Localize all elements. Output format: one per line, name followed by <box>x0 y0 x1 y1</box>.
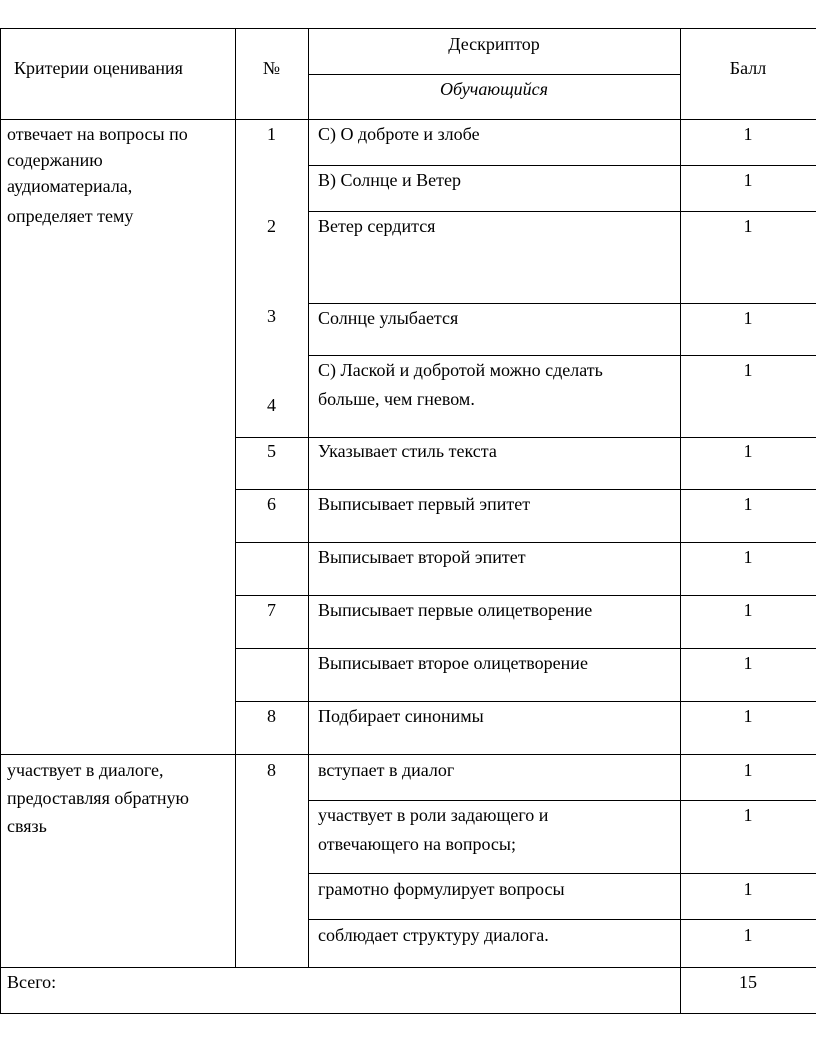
score-value: 1 <box>743 494 753 514</box>
score-value: 1 <box>743 216 753 236</box>
score-value: 1 <box>743 925 753 945</box>
table-border-left <box>0 28 1 1014</box>
table-divider <box>308 919 816 920</box>
score-value: 1 <box>743 547 753 567</box>
total-value: 15 <box>739 972 757 992</box>
table-divider <box>308 303 816 304</box>
descriptor-text: Ветер сердится <box>318 216 436 236</box>
table-divider <box>308 800 816 801</box>
header-descriptor: Дескриптор <box>448 34 540 54</box>
descriptor-text: С) О доброте и злобе <box>318 124 480 144</box>
item-number: 5 <box>267 441 276 461</box>
table-divider <box>235 648 816 649</box>
descriptor-text: Подбирает синонимы <box>318 706 484 726</box>
criteria-1-line-2: содержанию <box>7 150 103 170</box>
table-column-line <box>308 28 309 968</box>
item-number: 4 <box>267 395 276 415</box>
score-value: 1 <box>743 360 753 380</box>
criteria-2-line-1: участвует в диалоге, <box>7 760 164 780</box>
table-divider <box>235 701 816 702</box>
descriptor-text: Указывает стиль текста <box>318 441 497 461</box>
descriptor-text: Выписывает второй эпитет <box>318 547 526 567</box>
criteria-1-line-3: аудиоматериала, <box>7 176 133 196</box>
descriptor-text-line-2: больше, чем гневом. <box>318 389 475 409</box>
criteria-1-line-1: отвечает на вопросы по <box>7 124 188 144</box>
score-value: 1 <box>743 600 753 620</box>
score-value: 1 <box>743 308 753 328</box>
descriptor-text: В) Солнце и Ветер <box>318 170 461 190</box>
descriptor-text: соблюдает структуру диалога. <box>318 925 549 945</box>
table-border-bottom <box>0 1013 816 1014</box>
score-value: 1 <box>743 653 753 673</box>
score-value: 1 <box>743 170 753 190</box>
descriptor-text: Выписывает первый эпитет <box>318 494 531 514</box>
table-divider <box>235 437 816 438</box>
descriptor-text: грамотно формулирует вопросы <box>318 879 565 899</box>
score-value: 1 <box>743 805 753 825</box>
table-divider <box>308 165 816 166</box>
table-border-top <box>0 28 816 29</box>
table-divider <box>308 74 680 75</box>
item-number: 8 <box>267 706 276 726</box>
item-number: 7 <box>267 600 276 620</box>
score-value: 1 <box>743 879 753 899</box>
table-divider <box>0 967 816 968</box>
table-divider <box>0 754 816 755</box>
criteria-2-line-2: предоставляя обратную <box>7 788 189 808</box>
header-student: Обучающийся <box>439 79 549 99</box>
item-number: 2 <box>267 216 276 236</box>
score-value: 1 <box>743 441 753 461</box>
table-divider <box>308 211 816 212</box>
item-number: 3 <box>267 306 276 326</box>
score-value: 1 <box>743 706 753 726</box>
item-number: 6 <box>267 494 276 514</box>
descriptor-text-line-2: отвечающего на вопросы; <box>318 834 516 854</box>
descriptor-text: вступает в диалог <box>318 760 455 780</box>
table-divider <box>308 873 816 874</box>
header-criteria: Критерии оценивания <box>14 58 183 78</box>
header-score: Балл <box>729 58 767 78</box>
descriptor-text: Выписывает первые олицетворение <box>318 600 593 620</box>
criteria-1-line-4: определяет тему <box>7 206 134 226</box>
score-value: 1 <box>743 124 753 144</box>
total-label: Всего: <box>7 972 57 992</box>
table-divider <box>235 542 816 543</box>
score-value: 1 <box>743 760 753 780</box>
table-divider <box>308 355 816 356</box>
table-divider <box>235 489 816 490</box>
descriptor-text: участвует в роли задающего и <box>318 805 549 825</box>
header-number: № <box>262 58 281 78</box>
table-divider <box>235 595 816 596</box>
item-number: 8 <box>267 760 276 780</box>
item-number: 1 <box>267 124 276 144</box>
descriptor-text: С) Лаской и добротой можно сделать <box>318 360 603 380</box>
descriptor-text: Выписывает второе олицетворение <box>318 653 588 673</box>
table-divider <box>0 119 816 120</box>
criteria-2-line-3: связь <box>7 816 47 836</box>
descriptor-text: Солнце улыбается <box>318 308 459 328</box>
